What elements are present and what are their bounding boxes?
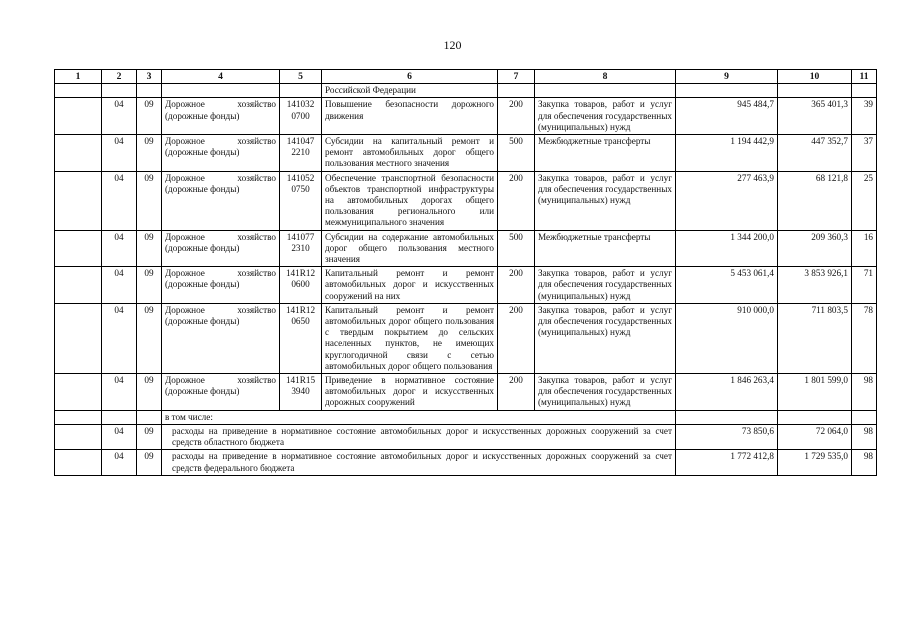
executed-amount: 72 064,0 [778,424,852,449]
col-header-5: 5 [280,70,322,84]
expense-type-code: 500 [498,135,535,172]
section-name [162,98,280,135]
section-name [162,171,280,230]
execution-percent: 71 [852,267,877,304]
section-name [162,135,280,172]
col-header-11: 11 [852,70,877,84]
row-blank-cell [676,410,778,424]
executed-amount: 711 803,5 [778,303,852,373]
expense-description: Субсидии на содержание автомобильных дорог общего пользования местного значения [322,230,498,267]
section-name-line: Дорожное хозяйство [165,172,276,183]
col-header-6: 6 [322,70,498,84]
table-row [55,230,877,267]
col-header-2: 2 [102,70,137,84]
row-blank-cell [55,450,102,475]
table-row [55,303,877,373]
section-code: 04 [102,135,137,172]
subsection-code: 09 [137,374,162,411]
section-name-line: Дорожное хозяйство [165,231,276,242]
expense-type-code: 200 [498,374,535,411]
subsection-code: 09 [137,98,162,135]
planned-amount: 1 846 263,4 [676,374,778,411]
section-name [162,303,280,373]
expense-type-name: Межбюджетные трансферты [535,230,676,267]
expense-type-code: 200 [498,171,535,230]
section-code: 04 [102,171,137,230]
table-row [55,267,877,304]
section-name-line: (дорожные фонды) [165,147,240,158]
subsection-code: 09 [137,230,162,267]
continuation-text: Российской Федерации [322,84,498,98]
section-code: 04 [102,98,137,135]
planned-amount: 277 463,9 [676,171,778,230]
row-blank-cell [55,410,102,424]
expense-type-code: 200 [498,303,535,373]
including-label: в том числе: [162,410,676,424]
execution-percent: 98 [852,374,877,411]
section-name-line: Дорожное хозяйство [165,268,276,279]
row-blank-cell [778,410,852,424]
executed-amount: 365 401,3 [778,98,852,135]
budget-table [54,69,877,476]
col-header-10: 10 [778,70,852,84]
section-name-line: (дорожные фонды) [165,110,240,121]
execution-percent: 78 [852,303,877,373]
expense-description: Приведение в нормативное состояние автомобильных дорог и искусственных дорожных сооружений [322,374,498,411]
expense-type-name: Закупка товаров, работ и услуг для обеспечения государственных (муниципальных) нужд [535,303,676,373]
expense-type-code: 500 [498,230,535,267]
sub-table-row [55,424,877,449]
sub-table-row [55,450,877,475]
execution-percent: 98 [852,450,877,475]
section-name [162,230,280,267]
expense-description: Обеспечение транспортной безопасности объектов транспортной инфраструктуры на автомобильных дорогах общего пользования регионального или межмуниципального значения [322,171,498,230]
executed-amount: 447 352,7 [778,135,852,172]
expense-description: Субсидии на капитальный ремонт и ремонт автомобильных дорог общего пользования местного значения [322,135,498,172]
expense-type-name: Закупка товаров, работ и услуг для обеспечения государственных (муниципальных) нужд [535,267,676,304]
section-name-line: Дорожное хозяйство [165,304,276,315]
row-blank-cell [55,267,102,304]
row-blank-cell [55,98,102,135]
planned-amount: 5 453 061,4 [676,267,778,304]
planned-amount: 73 850,6 [676,424,778,449]
planned-amount: 1 772 412,8 [676,450,778,475]
continuation-row [55,84,877,98]
expense-type-name: Закупка товаров, работ и услуг для обеспечения государственных (муниципальных) нужд [535,98,676,135]
execution-percent: 98 [852,424,877,449]
col-header-7: 7 [498,70,535,84]
header-row [55,70,877,84]
table-row [55,135,877,172]
col-header-9: 9 [676,70,778,84]
executed-amount: 3 853 926,1 [778,267,852,304]
subsection-code: 09 [137,424,162,449]
planned-amount: 1 194 442,9 [676,135,778,172]
planned-amount: 1 344 200,0 [676,230,778,267]
subsection-code: 09 [137,171,162,230]
table-row [55,98,877,135]
row-blank-cell [55,424,102,449]
target-article-code: 141032 0700 [280,98,322,135]
section-name-line: (дорожные фонды) [165,242,240,253]
section-name-line: Дорожное хозяйство [165,375,276,386]
expense-type-code: 200 [498,98,535,135]
executed-amount: 68 121,8 [778,171,852,230]
execution-percent: 25 [852,171,877,230]
row-blank-cell [55,374,102,411]
row-blank-cell [852,410,877,424]
subsection-code: 09 [137,267,162,304]
executed-amount: 1 801 599,0 [778,374,852,411]
col-header-1: 1 [55,70,102,84]
section-name-line: (дорожные фонды) [165,279,240,290]
row-blank-cell [55,135,102,172]
row-blank-cell [137,410,162,424]
row-blank-cell [55,303,102,373]
expense-type-name: Закупка товаров, работ и услуг для обеспечения государственных (муниципальных) нужд [535,171,676,230]
expense-description: Капитальный ремонт и ремонт автомобильных дорог и искусственных сооружений на них [322,267,498,304]
section-name-line: (дорожные фонды) [165,386,240,397]
executed-amount: 1 729 535,0 [778,450,852,475]
subsection-code: 09 [137,135,162,172]
row-blank-cell [55,171,102,230]
expense-type-name: Закупка товаров, работ и услуг для обеспечения государственных (муниципальных) нужд [535,374,676,411]
section-name-line: Дорожное хозяйство [165,99,276,110]
planned-amount: 910 000,0 [676,303,778,373]
execution-percent: 39 [852,98,877,135]
section-code: 04 [102,450,137,475]
section-code: 04 [102,424,137,449]
target-article-code: 141R12 0650 [280,303,322,373]
target-article-code: 141R12 0600 [280,267,322,304]
table-row [55,171,877,230]
sub-expense-description: расходы на приведение в нормативное состояние автомобильных дорог и искусственных дорожных сооружений за счет средств областного бюджета [162,424,676,449]
section-code: 04 [102,230,137,267]
section-code: 04 [102,374,137,411]
target-article-code: 141047 2210 [280,135,322,172]
section-name-line: Дорожное хозяйство [165,136,276,147]
section-name [162,267,280,304]
target-article-code: 141R15 3940 [280,374,322,411]
section-name [162,374,280,411]
section-name-line: (дорожные фонды) [165,316,240,327]
planned-amount: 945 484,7 [676,98,778,135]
section-name-line: (дорожные фонды) [165,183,240,194]
executed-amount: 209 360,3 [778,230,852,267]
execution-percent: 37 [852,135,877,172]
section-code: 04 [102,267,137,304]
row-blank-cell [55,230,102,267]
expense-description: Повышение безопасности дорожного движения [322,98,498,135]
col-header-4: 4 [162,70,280,84]
table-row [55,374,877,411]
col-header-3: 3 [137,70,162,84]
expense-description: Капитальный ремонт и ремонт автомобильных дорог общего пользования с твердым покрытием до сельских населенных пунктов, не имеющих круглогодичной связи с сетью автомобильных дорог общего пользования [322,303,498,373]
target-article-code: 141077 2310 [280,230,322,267]
subsection-code: 09 [137,303,162,373]
subsection-code: 09 [137,450,162,475]
execution-percent: 16 [852,230,877,267]
page-number: 120 [443,38,462,52]
expense-type-name: Межбюджетные трансферты [535,135,676,172]
row-blank-cell [102,410,137,424]
sub-expense-description: расходы на приведение в нормативное состояние автомобильных дорог и искусственных дорожных сооружений за счет средств федерального бюджета [162,450,676,475]
including-row [55,410,877,424]
col-header-8: 8 [535,70,676,84]
expense-type-code: 200 [498,267,535,304]
section-code: 04 [102,303,137,373]
target-article-code: 141052 0750 [280,171,322,230]
